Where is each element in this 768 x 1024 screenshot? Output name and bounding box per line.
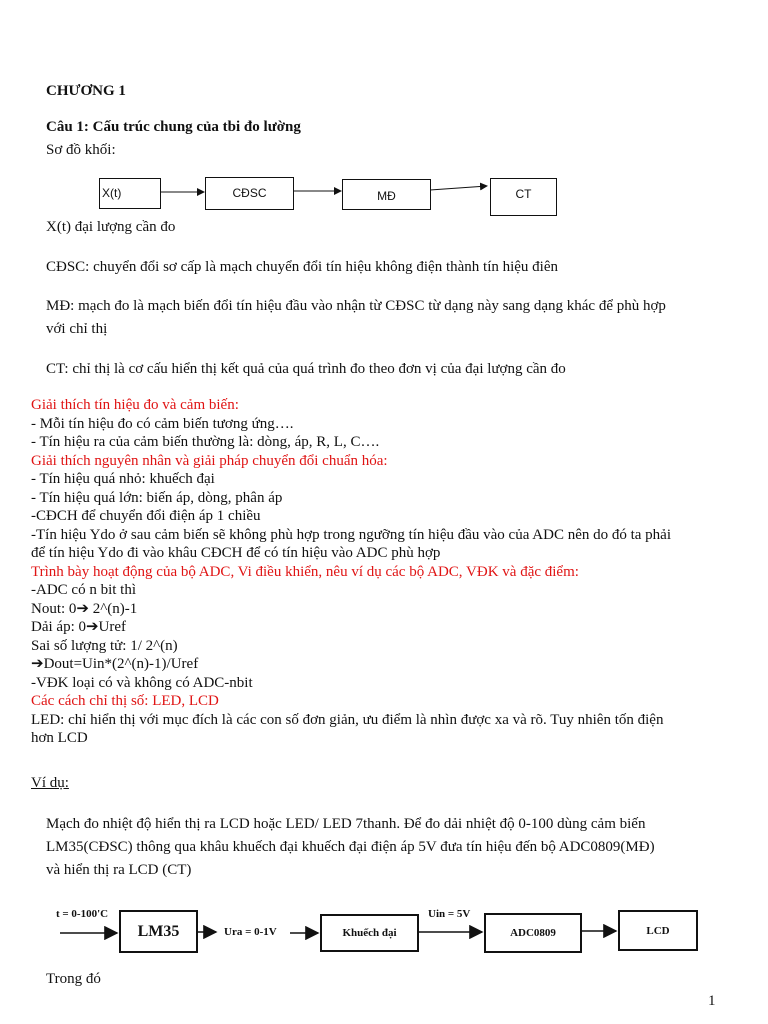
section-heading: Giải thích nguyên nhân và giải pháp chuyển đổi chuẩn hóa: [31,452,388,469]
uin-label: Uin = 5V [428,908,471,920]
box-ct-label: CT [515,187,532,201]
note-line: hơn LCD [31,730,88,746]
section-heading: Trình bày hoạt động của bộ ADC, Vi điều khiển, nêu ví dụ các bộ ADC, VĐK và đặc điểm: [31,563,579,580]
block-diagram-label: Sơ đồ khối: [46,142,116,158]
ura-label: Ura = 0-1V [224,926,277,938]
definition-md-line1: MĐ: mạch đo là mạch biến đổi tín hiệu đầu vào nhận từ CĐSC từ dạng này sang dạng khác để phù hợp [46,298,666,314]
note-line: - Tín hiệu quá nhỏ: khuếch đại [31,471,215,487]
section-heading: Các cách chỉ thị số: LED, LCD [31,693,219,709]
note-line: Sai số lượng tử: 1/ 2^(n) [31,637,178,654]
box-lcd: LCD [618,910,698,951]
page-number: 1 [708,993,716,1009]
definition-xt: X(t) đại lượng cần đo [46,219,176,235]
input-temperature-label: t = 0-100'C [56,908,109,920]
box-lm35: LM35 [119,910,198,953]
chapter-heading: CHƯƠNG 1 [46,83,126,99]
note-line: - Mỗi tín hiệu đo có cảm biến tương ứng…. [31,415,294,432]
note-line: Nout: 0➔ 2^(n)-1 [31,600,138,617]
box-md-label: MĐ [377,189,396,203]
example-heading: Ví dụ: [31,775,69,791]
note-line: -CĐCH để chuyển đổi điện áp 1 chiều [31,508,261,524]
trong-do-text: Trong đó [46,971,101,987]
note-line: để tín hiệu Ydo đi vào khâu CĐCH để có tín hiệu vào ADC phù hợp [31,545,441,561]
section-heading: Giải thích tín hiệu đo và cảm biến: [31,397,239,413]
note-line: Dải áp: 0➔Uref [31,619,127,635]
note-line: - Tín hiệu quá lớn: biến áp, dòng, phân áp [31,489,283,506]
definition-cdsc: CĐSC: chuyển đổi sơ cấp là mạch chuyển đổi tín hiệu không điện thành tín hiệu điên [46,259,559,275]
note-line: -ADC có n bit thì [31,582,136,598]
box-cdsc-label: CĐSC [232,186,267,200]
box-amplifier: Khuếch đại [320,914,419,952]
note-line: ➔Dout=Uin*(2^(n)-1)/Uref [31,656,199,672]
note-line: - Tín hiệu ra của cảm biến thường là: dòng, áp, R, L, C…. [31,434,380,450]
note-line: -VĐK loại có và không có ADC-nbit [31,674,253,691]
question-title: Câu 1: Cấu trúc chung của tbi đo lường [46,119,301,135]
box-adc0809: ADC0809 [484,913,582,953]
box-xt-label: X(t) [102,186,122,200]
example-line: LM35(CĐSC) thông qua khâu khuếch đại khuếch đại điện áp 5V đưa tín hiệu đến bộ ADC0809(MĐ) [46,839,655,855]
example-line: Mạch đo nhiệt độ hiển thị ra LCD hoặc LED/ LED 7thanh. Để đo dải nhiệt độ 0-100 dùng cảm biến [46,816,646,832]
example-line: và hiển thị ra LCD (CT) [46,862,192,878]
definition-ct: CT: chỉ thị là cơ cấu hiển thị kết quả của quá trình đo theo đơn vị của đại lượng cần đo [46,361,566,377]
definition-md-line2: với chỉ thị [46,321,108,337]
note-line: -Tín hiệu Ydo ở sau cảm biến sẽ không phù hợp trong ngưỡng tín hiệu đầu vào của ADC nên do đó ta phải [31,526,672,543]
note-line: LED: chỉ hiển thị với mục đích là các con số đơn giản, ưu điểm là nhìn được xa và rõ. Tuy nhiên tốn điện [31,711,664,728]
